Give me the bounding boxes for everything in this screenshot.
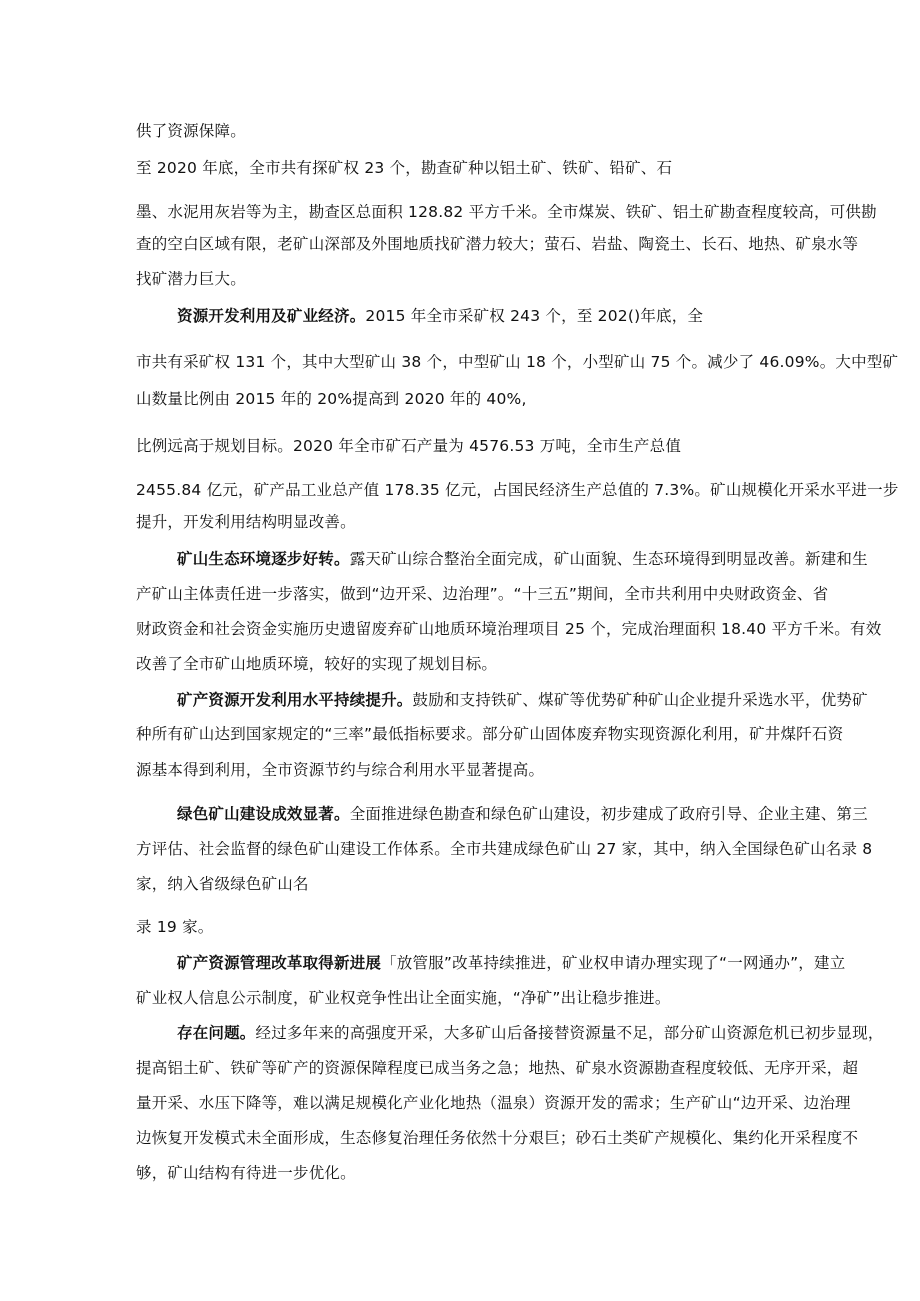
text-line: 家，纳入省级绿色矿山名 [136,875,309,893]
text-line: 查的空白区域有限，老矿山深部及外围地质找矿潜力较大；萤石、岩盐、陶瓷土、长石、地热、矿泉水等 [136,235,859,253]
text-line: 改善了全市矿山地质环境，较好的实现了规划目标。 [136,655,498,673]
text-line: 产矿山主体责任进一步落实，做到“边开采、边治理”。“十三五”期间，全市共利用中央财政资金、省 [136,585,829,603]
paragraph-heading-line: 矿产资源管理改革取得新进展「放管服”改革持续推进，矿业权申请办理实现了“一网通办”，建立 [177,954,846,972]
text-line: 提升，开发利用结构明显改善。 [136,513,356,531]
text-line: 市共有采矿权 131 个，其中大型矿山 38 个，中型矿山 18 个，小型矿山 75 个。减少了 46.09%。大中型矿 [136,353,899,371]
text-line: 山数量比例由 2015 年的 20%提高到 2020 年的 40%, [136,390,527,408]
paragraph-heading: 资源开发利用及矿业经济。 [177,307,366,325]
paragraph-heading-line: 绿色矿山建设成效显著。全面推进绿色勘查和绿色矿山建设，初步建成了政府引导、企业主建、第三 [177,805,868,823]
paragraph-heading: 绿色矿山建设成效显著。 [177,805,350,823]
text-line: 量开采、水压下降等，难以满足规模化产业化地热（温泉）资源开发的需求；生产矿山“边开采、边治理 [136,1094,851,1112]
paragraph-heading: 存在问题。 [177,1024,256,1042]
text-line: 源基本得到利用，全市资源节约与综合利用水平显著提高。 [136,761,545,779]
paragraph-heading-line: 存在问题。经过多年来的高强度开采，大多矿山后备接替资源量不足，部分矿山资源危机已初步显现， [177,1024,884,1042]
text-line: 比例远高于规划目标。2020 年全市矿石产量为 4576.53 万吨，全市生产总值 [136,437,682,455]
paragraph-heading-line: 矿产资源开发利用水平持续提升。鼓励和支持铁矿、煤矿等优势矿种矿山企业提升采选水平，优势矿 [177,691,868,709]
text-line: 边恢复开发模式未全面形成，生态修复治理任务依然十分艰巨；砂石土类矿产规模化、集约化开采程度不 [136,1129,859,1147]
text-line: 墨、水泥用灰岩等为主，勘查区总面积 128.82 平方千米。全市煤炭、铁矿、铝土矿勘查程度较高，可供勘 [136,203,877,221]
text-line: 提高铝土矿、铁矿等矿产的资源保障程度已成当务之急；地热、矿泉水资源勘查程度较低、无序开采，超 [136,1059,859,1077]
text-line: 够，矿山结构有待进一步优化。 [136,1164,356,1182]
paragraph-heading: 矿山生态环境逐步好转。 [177,550,350,568]
text-line: 种所有矿山达到国家规定的“三率”最低指标要求。部分矿山固体废弃物实现资源化利用，矿井煤阡石资 [136,725,844,743]
text-line: 找矿潜力巨大。 [136,270,246,288]
text-line: 矿业权人信息公示制度，矿业权竞争性出让全面实施，“净矿”出让稳步推进。 [136,989,671,1007]
paragraph-heading-line: 矿山生态环境逐步好转。露天矿山综合整治全面完成，矿山面貌、生态环境得到明显改善。新建和生 [177,550,868,568]
paragraph-heading: 矿产资源管理改革取得新进展 [177,954,382,972]
text-line: 2455.84 亿元，矿产品工业总产值 178.35 亿元，占国民经济生产总值的 7.3%。矿山规模化开采水平进一步 [136,481,899,499]
text-line: 财政资金和社会资金实施历史遗留废弃矿山地质环境治理项目 25 个，完成治理面积 18.40 平方千米。有效 [136,620,882,638]
text-line: 至 2020 年底，全市共有探矿权 23 个，勘查矿种以铝土矿、铁矿、铅矿、石 [136,159,673,177]
paragraph-heading-line: 资源开发利用及矿业经济。2015 年全市采矿权 243 个，至 202()年底，全 [177,307,704,325]
paragraph-heading: 矿产资源开发利用水平持续提升。 [177,691,413,709]
text-line: 方评估、社会监督的绿色矿山建设工作体系。全市共建成绿色矿山 27 家，其中，纳入全国绿色矿山名录 8 [136,840,873,858]
text-line: 供了资源保障。 [136,122,246,140]
text-line: 录 19 家。 [136,918,214,936]
